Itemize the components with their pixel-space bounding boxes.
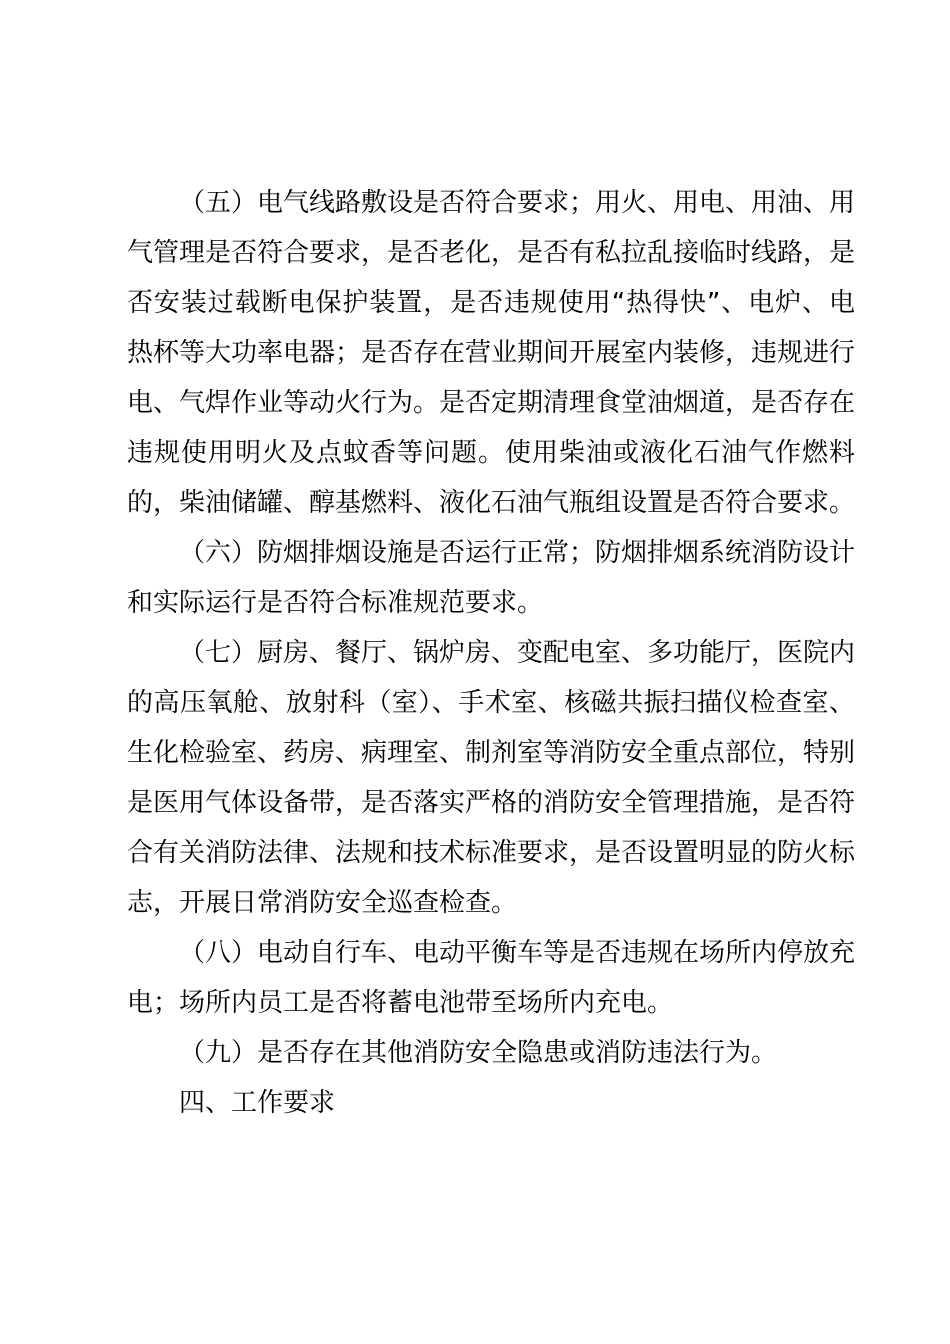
paragraph-item-9: （九）是否存在其他消防安全隐患或消防违法行为。 [179, 1038, 778, 1068]
paragraph-item-6: （六）防烟排烟设施是否运行正常；防烟排烟系统消防设计和实际运行是否符合标准规范要求。 [127, 538, 856, 618]
paragraph-item-5: （五）电气线路敷设是否符合要求；用火、用电、用油、用气管理是否符合要求，是否老化，是否有私拉乱接临时线路，是否安装过载断电保护装置，是否违规使用“热得快”、电炉、电热杯等大功率电器；是否存在营业期间开展室内装修，违规进行电、气焊作业等动火行为。是否定期清理食堂油烟道，是否存在违规使用明火及点蚊香等问题。使用柴油或液化石油气作燃料的，柴油储罐、醇基燃料、液化石油气瓶组设置是否符合要求。 [127, 188, 856, 518]
paragraph-item-7: （七）厨房、餐厅、锅炉房、变配电室、多功能厅，医院内的高压氧舱、放射科（室）、手术室、核磁共振扫描仪检查室、生化检验室、药房、病理室、制剂室等消防安全重点部位，特别是医用气体设备带，是否落实严格的消防安全管理措施，是否符合有关消防法律、法规和技术标准要求，是否设置明显的防火标志，开展日常消防安全巡查检查。 [127, 638, 856, 918]
paragraph-item-8: （八）电动自行车、电动平衡车等是否违规在场所内停放充电；场所内员工是否将蓄电池带至场所内充电。 [127, 938, 856, 1018]
section-heading: 四、工作要求 [179, 1088, 336, 1118]
document-body [127, 178, 855, 1128]
